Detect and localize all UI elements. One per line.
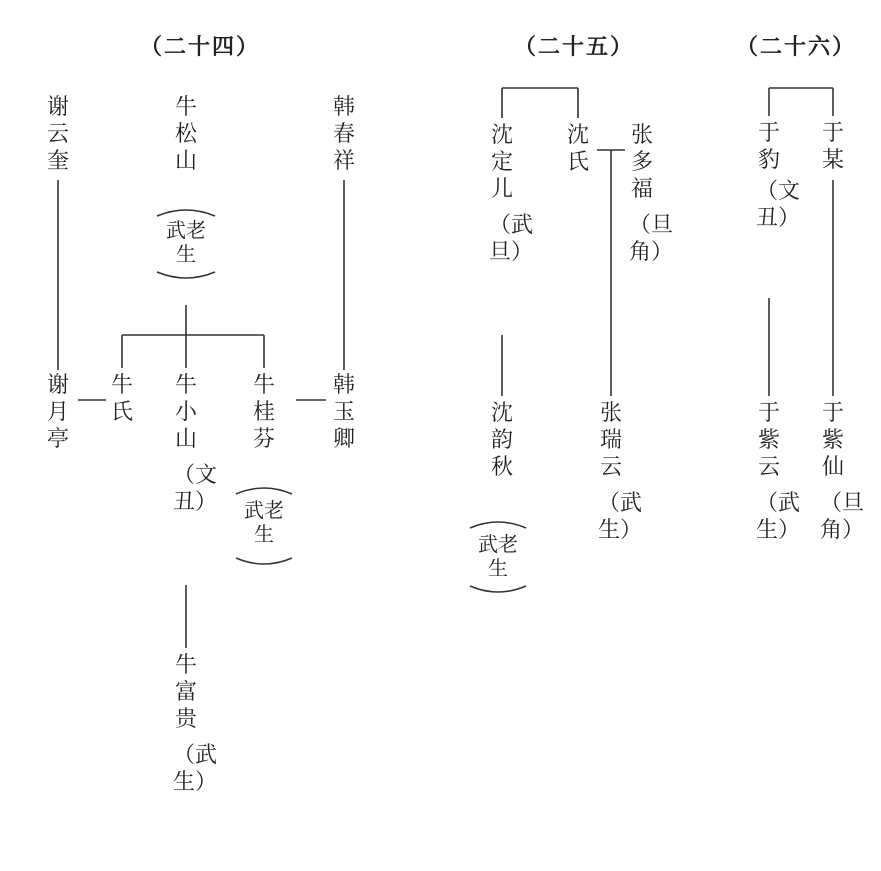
role-niu-xiaoshan: （文丑） xyxy=(173,463,218,515)
person-niu-fugui: 牛富贵 xyxy=(174,653,197,732)
person-niu-xiaoshan: 牛小山 xyxy=(174,373,197,452)
person-shen-dinger: 沈定儿 xyxy=(490,123,513,202)
tree-25-title: （二十五） xyxy=(514,35,635,60)
person-niu-shi: 牛氏 xyxy=(110,373,133,425)
role-yu-ziyun: （武生） xyxy=(756,491,801,543)
person-xie-yunkui: 谢云奎 xyxy=(46,95,69,174)
bracket-shen-yunqiu-role-bottom xyxy=(470,586,526,592)
person-yu-mou: 于某 xyxy=(821,121,844,173)
bracket-niu-guifen-role-top xyxy=(236,488,292,494)
person-yu-zixian: 于紫仙 xyxy=(821,401,844,480)
role-shen-yunqiu: 武老生 xyxy=(478,532,518,580)
role-niu-fugui: （武生） xyxy=(173,743,218,795)
person-han-yuqing: 韩玉卿 xyxy=(332,373,355,452)
person-shen-shi: 沈氏 xyxy=(566,123,589,175)
role-zhang-ruiyun: （武生） xyxy=(598,491,643,543)
person-yu-ziyun: 于紫云 xyxy=(757,401,780,480)
role-shen-dinger: （武旦） xyxy=(489,213,534,265)
bracket-niu-guifen-role-bottom xyxy=(236,558,292,564)
person-niu-songshan: 牛松山 xyxy=(174,95,197,174)
role-niu-guifen: 武老生 xyxy=(244,498,284,546)
bracket-niu-songshan-role-top xyxy=(157,210,215,216)
person-shen-yunqiu: 沈韵秋 xyxy=(490,401,513,480)
person-zhang-duofu: 张多福 xyxy=(630,123,653,202)
role-zhang-duofu: （旦角） xyxy=(629,213,674,265)
person-xie-yueting: 谢月亭 xyxy=(46,373,69,452)
person-zhang-ruiyun: 张瑞云 xyxy=(599,401,622,480)
bracket-shen-yunqiu-role-top xyxy=(470,522,526,528)
person-yu-bao: 于豹 xyxy=(757,121,780,173)
role-yu-bao: （文丑） xyxy=(756,179,801,231)
person-niu-guifen: 牛桂芬 xyxy=(252,373,275,452)
role-yu-zixian: （旦角） xyxy=(820,491,865,543)
tree-26-title: （二十六） xyxy=(736,35,857,60)
person-han-chunxiang: 韩春祥 xyxy=(332,95,355,174)
bracket-niu-songshan-role-bottom xyxy=(157,272,215,278)
role-niu-songshan: 武老生 xyxy=(166,218,206,266)
tree-24-title: （二十四） xyxy=(140,35,261,60)
